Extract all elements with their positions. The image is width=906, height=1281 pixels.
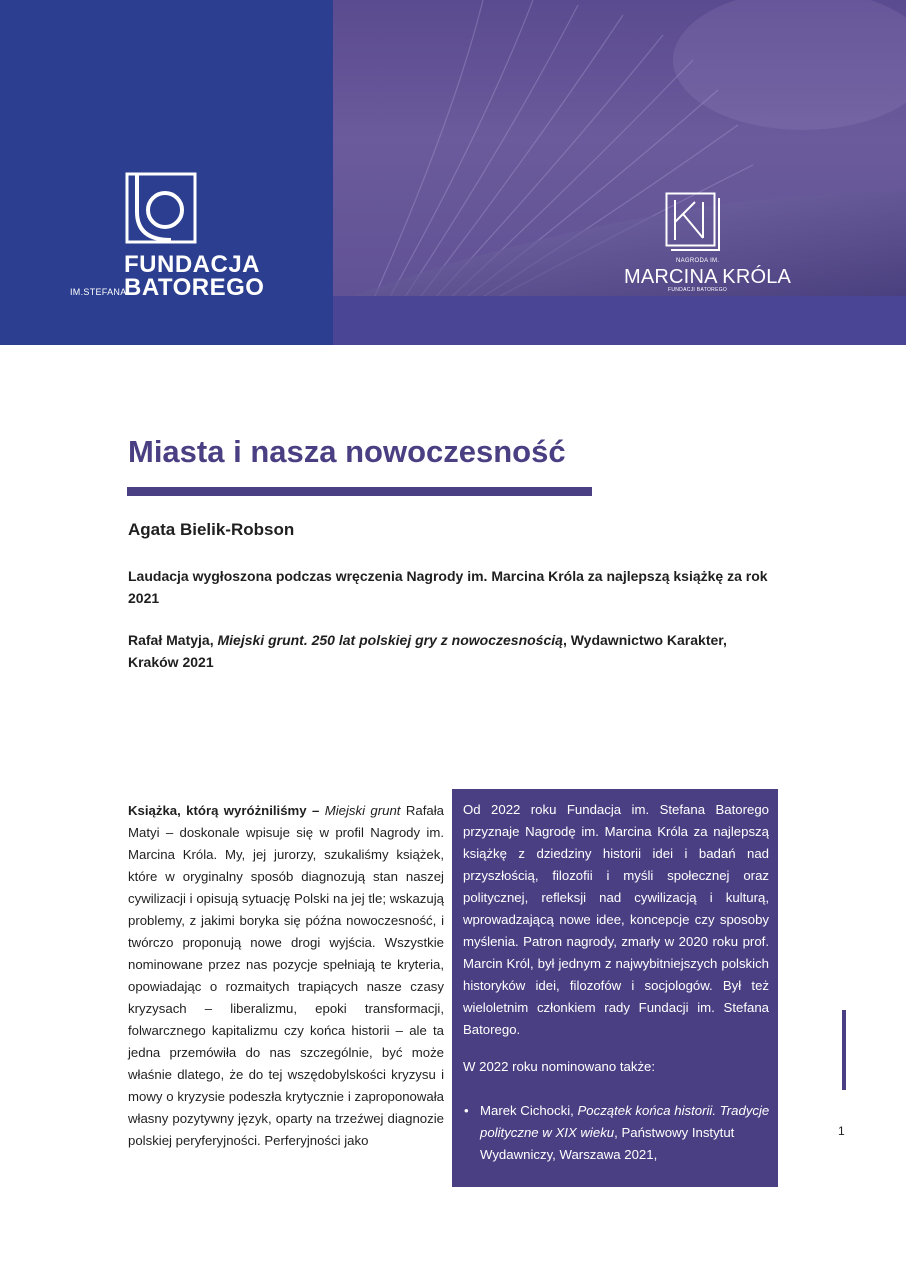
author-name: Agata Bielik-Robson bbox=[128, 520, 295, 539]
nominee-publisher: , Państwowy Instytut Wydawniczy, Warszawa 2021, bbox=[480, 1125, 735, 1162]
open-book-illustration bbox=[333, 0, 906, 345]
book-citation bbox=[128, 629, 768, 673]
page-number: 1 bbox=[838, 1124, 845, 1138]
body-lead: Książka, którą wyróżniliśmy – bbox=[128, 803, 320, 818]
banner-bottom-strip bbox=[333, 296, 906, 345]
page-title: Miasta i nasza nowoczesność bbox=[128, 434, 566, 469]
fundacja-wordmark: FUNDACJA bbox=[124, 251, 260, 278]
banner-book-photo bbox=[333, 0, 906, 345]
header-banner bbox=[0, 0, 906, 345]
margin-accent-bar bbox=[842, 1010, 846, 1090]
nagroda-krola-logo-icon bbox=[665, 192, 723, 252]
list-item bbox=[464, 1100, 770, 1166]
book-title: Miejski grunt. 250 lat polskiej gry z nowoczesnością bbox=[217, 632, 563, 648]
batorego-wordmark: BATOREGO bbox=[124, 274, 265, 301]
bullet-icon: • bbox=[464, 1103, 469, 1118]
nagroda-sub: FUNDACJI BATOREGO bbox=[668, 287, 728, 293]
fundacja-prefix: IM.STEFANA bbox=[70, 287, 127, 297]
nagroda-name: MARCINA KRÓLA bbox=[624, 266, 792, 288]
laudation-subtitle: Laudacja wygłoszona podczas wręczenia Nagrody im. Marcina Króla za najlepszą książkę za rok 2021 bbox=[128, 568, 768, 606]
nominee-title: Początek końca historii. Tradycje polityczne w XIX wieku bbox=[480, 1103, 770, 1140]
body-lead-title: Miejski grunt bbox=[324, 803, 401, 818]
body-paragraph: Rafała Matyi – doskonale wpisuje się w profil Nagrody im. Marcina Króla. My, jej jurorzy, szukaliśmy książek, które w oryginalny sposób diagnozują stan naszej cywilizacji i opisują sytuację Polski na jej tle; wskazują problemy, z jakimi boryka się późna nowoczesność, i twórczo proponują nowe drogi wyjścia. Wszystkie nominowane przez nas pozycje spełniają te kryteria, opowiadając o rozmaitych trapiących nasze czasy kryzysach – liberalizmu, epoki transformacji, folwarcznego kapitalizmu czy końca historii – ale ta jedna przemówiła do nas szczególnie, być może właśnie dlatego, że do tej wszędobylskości kryzysu i mowy o kryzysie podeszła krytycznie i zaproponowała własny pozytywny język, oparty na trzeźwej diagnozie polskiej peryferyjności. Perferyjności jako bbox=[128, 803, 444, 1148]
nominee-author: Marek Cichocki, bbox=[480, 1103, 574, 1118]
fundacja-batorego-logo-icon bbox=[125, 172, 197, 244]
prize-description: Od 2022 roku Fundacja im. Stefana Batorego przyznaje Nagrodę im. Marcina Króla za najlepszą książkę z dziedziny historii idei i badań nad przyszłością, filozofii i myśli społecznej oraz politycznej, refleksji nad cywilizacją i kulturą, wprowadzającą nowe idee, koncepcje czy sposoby myślenia. Patron nagrody, zmarły w 2020 roku prof. Marcin Król, był jednym z najwybitniejszych polskich historyków idei, filozofów i socjologów. Był też wieloletnim członkiem rady Fundacji im. Stefana Batorego. bbox=[463, 802, 769, 1037]
body-text bbox=[128, 800, 444, 1152]
title-underline bbox=[127, 487, 592, 496]
book-author: Rafał Matyja, bbox=[128, 632, 214, 648]
book-publisher: , Wydawnictwo Karakter, Kraków 2021 bbox=[128, 632, 727, 670]
prize-info-box bbox=[452, 789, 778, 1187]
nagroda-label: NAGRODA IM. bbox=[676, 258, 720, 264]
nominated-heading: W 2022 roku nominowano także: bbox=[463, 1059, 656, 1074]
